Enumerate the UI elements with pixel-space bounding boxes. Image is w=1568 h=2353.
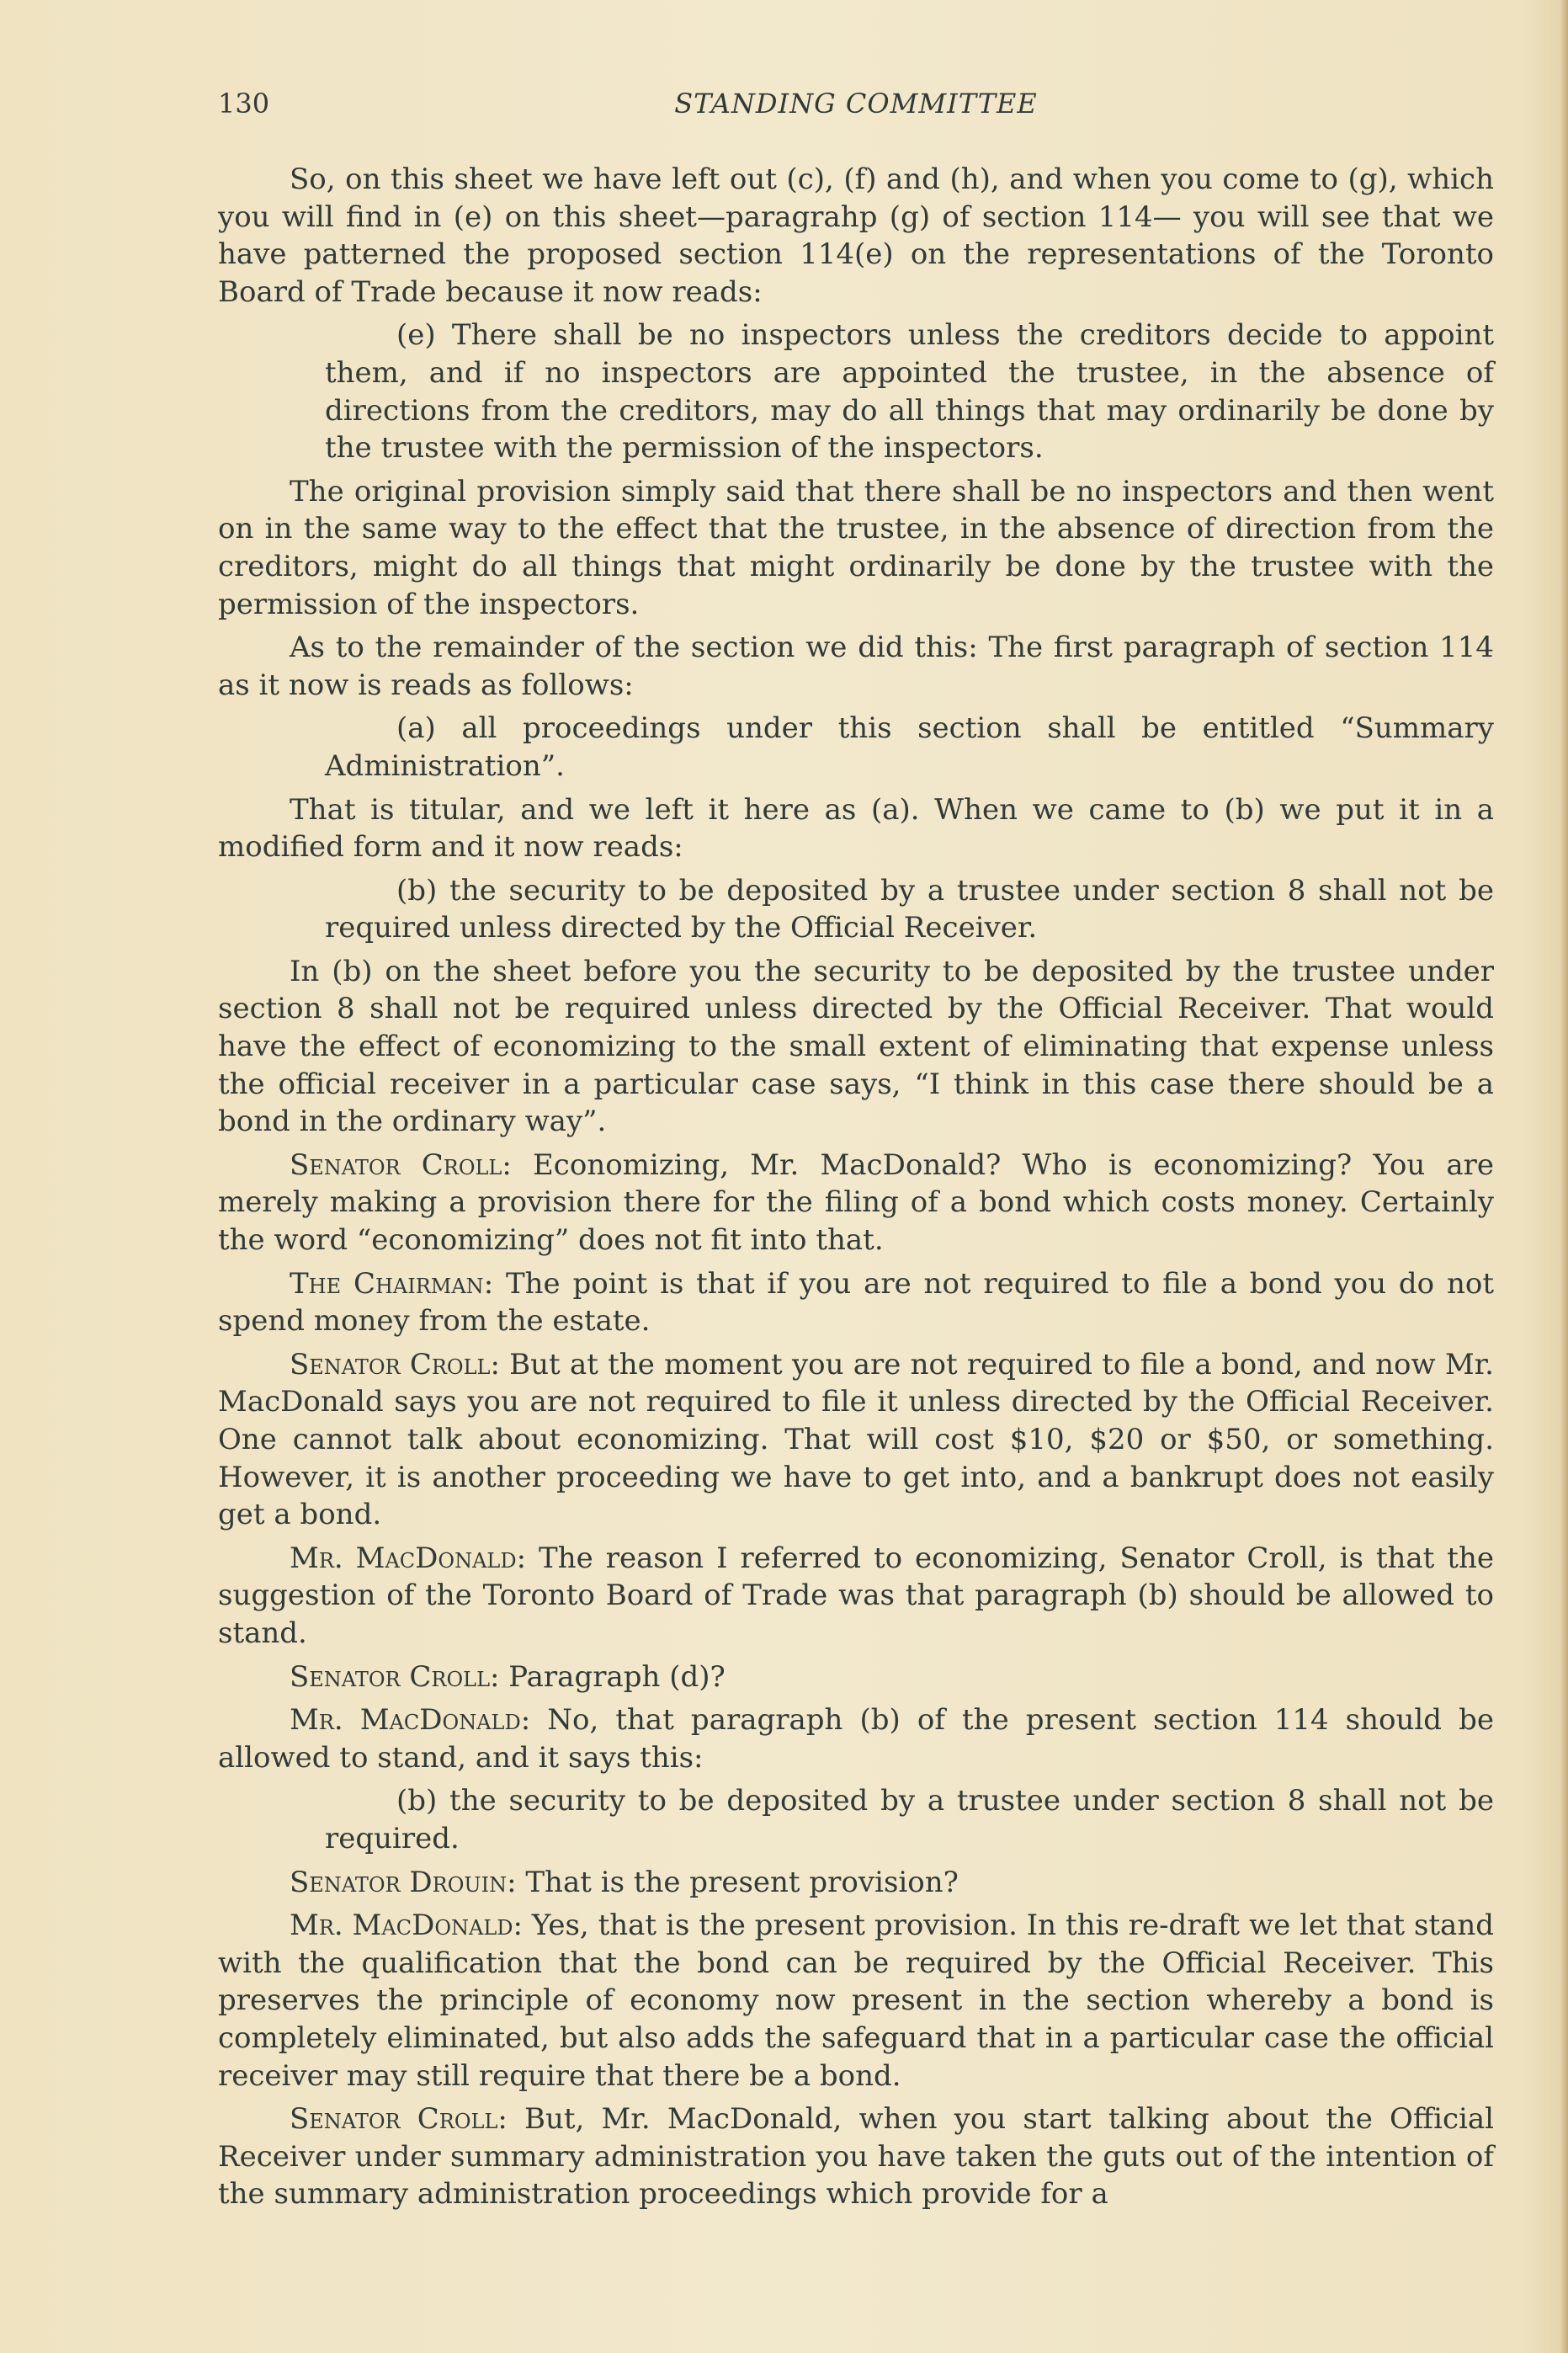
quoted-provision: (a) all proceedings under this section shall be entitled “Summary Administration”. bbox=[325, 711, 1494, 783]
speech-text: No, that paragraph (b) of the present section 114 should be allowed to stand, and it says this: bbox=[218, 1703, 1494, 1775]
speech: Senator Croll: Economizing, Mr. MacDonald? Who is economizing? You are merely making a provision there for the filing of a bond which costs money. Certainly the word “economizing” does not fit into that. bbox=[218, 1147, 1495, 1258]
running-title: STANDING COMMITTEE bbox=[674, 88, 1038, 120]
speech: Senator Croll: Paragraph (d)? bbox=[290, 1659, 726, 1694]
speaker: Mr. MacDonald bbox=[290, 1703, 521, 1738]
speaker: Senator Croll bbox=[290, 1147, 502, 1182]
body-text bbox=[218, 161, 1494, 2219]
quoted-provision: (b) the security to be deposited by a trustee under section 8 shall not be required. bbox=[325, 1784, 1494, 1855]
speech: Mr. MacDonald: No, that paragraph (b) of the present section 114 should be allowed to stand, and it says this: bbox=[218, 1703, 1494, 1775]
speaker: Mr. MacDonald bbox=[290, 1541, 517, 1575]
speech: Senator Croll: But at the moment you are not required to file a bond, and now Mr. MacDonald says you are not required to file it unless directed by the Official Receiver. One cannot talk about economizing. That will cost $10, $20 or $50, or something. However, it is another proceeding we have to get into, and a bankrupt does not easily get a bond. bbox=[218, 1347, 1494, 1532]
speech: Senator Drouin: That is the present provision? bbox=[290, 1865, 959, 1899]
speech: Mr. MacDonald: The reason I referred to economizing, Senator Croll, is that the suggestion of the Toronto Board of Trade was that paragraph (b) should be allowed to stand. bbox=[218, 1541, 1494, 1650]
page-edge-shadow bbox=[1560, 0, 1568, 2353]
speech-text: The point is that if you are not required to file a bond you do not spend money from the estate. bbox=[218, 1266, 1494, 1339]
speech: The Chairman: The point is that if you are not required to file a bond you do not spend money from the estate. bbox=[218, 1266, 1494, 1339]
paragraph: In (b) on the sheet before you the security to be deposited by the trustee under section 8 shall not be required unless directed by the Official Receiver. That would have the effect of economizing to the small extent of eliminating that expense unless the official receiver in a particular case says, “I think in this case there should be a bond in the ordinary way”. bbox=[218, 954, 1494, 1139]
speech-text: But, Mr. MacDonald, when you start talking about the Official Receiver under summary administration you have taken the guts out of the intention of the summary administration proceedings which provide for a bbox=[218, 2102, 1495, 2212]
speaker: Senator Drouin bbox=[290, 1865, 508, 1899]
speaker: Senator Croll bbox=[290, 1347, 491, 1381]
speech-text: But at the moment you are not required to file a bond, and now Mr. MacDonald says you are not required to file it unless directed by the Official Receiver. One cannot talk about economizing. That will cost $10, $20 or $50, or something. However, it is another proceeding we have to get into, and a bankrupt does not easily get a bond. bbox=[218, 1347, 1494, 1532]
paragraph: That is titular, and we left it here as (a). When we came to (b) we put it in a modified form and it now reads: bbox=[218, 792, 1494, 865]
speaker: Mr. MacDonald bbox=[290, 1908, 513, 1943]
speaker: Senator Croll bbox=[290, 2102, 498, 2137]
paragraph: So, on this sheet we have left out (c), (f) and (h), and when you come to (g), which you will find in (e) on this sheet—paragrahp (g) of section 114— you will see that we have patterned the proposed section 114(e) on the representations of the Toronto Board of Trade because it now reads: bbox=[218, 162, 1494, 309]
quoted-provision: (b) the security to be deposited by a trustee under section 8 shall not be required unless directed by the Official Receiver. bbox=[325, 873, 1494, 945]
speech-text: Paragraph (d)? bbox=[508, 1659, 726, 1694]
speaker: The Chairman bbox=[290, 1266, 484, 1301]
speech: Senator Croll: But, Mr. MacDonald, when you start talking about the Official Receiver under summary administration you have taken the guts out of the intention of the summary administration proceedings which provide for a bbox=[218, 2102, 1495, 2212]
speaker: Senator Croll bbox=[290, 1659, 491, 1694]
speech-text: Yes, that is the present provision. In this re-draft we let that stand with the qualification that the bond can be required by the Official Receiver. This preserves the principle of economy now present in the section whereby a bond is completely eliminated, but also adds the safeguard that in a particular case the official receiver may still require that there be a bond. bbox=[218, 1908, 1494, 2093]
page-header bbox=[218, 88, 1494, 125]
speech: Mr. MacDonald: Yes, that is the present provision. In this re-draft we let that stand with the qualification that the bond can be required by the Official Receiver. This preserves the principle of economy now present in the section whereby a bond is completely eliminated, but also adds the safeguard that in a particular case the official receiver may still require that there be a bond. bbox=[218, 1908, 1494, 2093]
quoted-provision: (e) There shall be no inspectors unless the creditors decide to appoint them, and if no inspectors are appointed the trustee, in the absence of directions from the creditors, may do all things that may ordinarily be done by the trustee with the permission of the inspectors. bbox=[325, 318, 1494, 466]
speech-text: The reason I referred to economizing, Senator Croll, is that the suggestion of the Toronto Board of Trade was that paragraph (b) should be allowed to stand. bbox=[218, 1541, 1494, 1650]
speech-text: That is the present provision? bbox=[525, 1865, 959, 1899]
paragraph: As to the remainder of the section we did this: The first paragraph of section 114 as it now is reads as follows: bbox=[218, 631, 1494, 702]
speech-text: Economizing, Mr. MacDonald? Who is economizing? You are merely making a provision there for the filing of a bond which costs money. Certainly the word “economizing” does not fit into that. bbox=[218, 1147, 1495, 1258]
page-number: 130 bbox=[218, 88, 270, 120]
paragraph: The original provision simply said that there shall be no inspectors and then went on in the same way to the effect that the trustee, in the absence of direction from the creditors, might do all things that might ordinarily be done by the trustee with the permission of the inspectors. bbox=[218, 474, 1494, 621]
